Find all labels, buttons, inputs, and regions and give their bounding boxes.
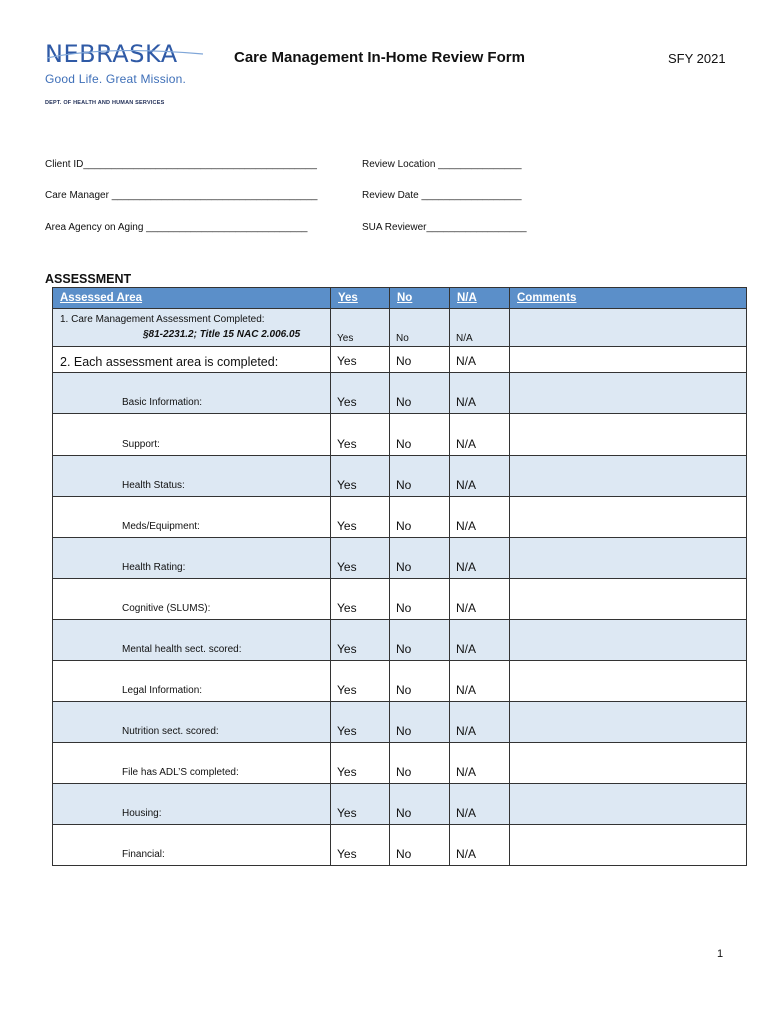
na-option[interactable]: N/A xyxy=(456,601,477,615)
comments-cell[interactable] xyxy=(510,743,747,784)
area-label: Meds/Equipment: xyxy=(122,521,200,532)
assessed-area-cell xyxy=(53,538,331,579)
sua-reviewer-field[interactable]: SUA Reviewer__________________ xyxy=(362,222,527,233)
area-label: Financial: xyxy=(122,849,165,860)
assessed-area-cell xyxy=(53,414,331,456)
na-option[interactable]: N/A xyxy=(456,806,477,820)
no-option[interactable]: No xyxy=(396,437,412,451)
table-header-row xyxy=(53,288,747,309)
assessed-area-cell xyxy=(53,825,331,866)
na-cell[interactable] xyxy=(450,373,510,414)
nebraska-dhhs-logo xyxy=(45,40,210,106)
na-option[interactable]: N/A xyxy=(456,437,477,451)
table-row xyxy=(53,579,747,620)
na-cell[interactable] xyxy=(450,414,510,456)
na-cell[interactable] xyxy=(450,825,510,866)
area-label: Housing: xyxy=(122,808,162,819)
logo-dept: DEPT. OF HEALTH AND HUMAN SERVICES xyxy=(45,100,165,106)
comments-cell[interactable] xyxy=(510,309,747,347)
na-option[interactable]: N/A xyxy=(456,560,477,574)
no-option[interactable]: No xyxy=(396,333,409,344)
na-option[interactable]: N/A xyxy=(456,333,473,344)
assessed-area-cell xyxy=(53,373,331,414)
care-manager-field[interactable]: Care Manager _____________________________________ xyxy=(45,190,318,201)
comments-cell[interactable] xyxy=(510,373,747,414)
yes-option[interactable]: Yes xyxy=(337,395,357,409)
comments-cell[interactable] xyxy=(510,825,747,866)
no-cell[interactable] xyxy=(390,373,450,414)
area-label: Health Status: xyxy=(122,480,185,491)
yes-cell[interactable] xyxy=(331,702,390,743)
no-cell[interactable] xyxy=(390,456,450,497)
no-cell[interactable] xyxy=(390,497,450,538)
area-agency-field[interactable]: Area Agency on Aging _____________________________ xyxy=(45,222,308,233)
no-option[interactable]: No xyxy=(396,478,412,492)
na-cell[interactable] xyxy=(450,661,510,702)
yes-option[interactable]: Yes xyxy=(337,683,357,697)
yes-option[interactable]: Yes xyxy=(337,560,357,574)
na-cell[interactable] xyxy=(450,743,510,784)
yes-cell[interactable] xyxy=(331,661,390,702)
yes-option[interactable]: Yes xyxy=(337,354,357,368)
table-row xyxy=(53,620,747,661)
yes-cell[interactable] xyxy=(331,309,390,347)
fiscal-year: SFY 2021 xyxy=(668,51,726,66)
yes-option[interactable]: Yes xyxy=(337,806,357,820)
yes-option[interactable]: Yes xyxy=(337,333,354,344)
na-cell[interactable] xyxy=(450,456,510,497)
yes-cell[interactable] xyxy=(331,373,390,414)
comments-cell[interactable] xyxy=(510,456,747,497)
na-option[interactable]: N/A xyxy=(456,724,477,738)
no-option[interactable]: No xyxy=(396,642,412,656)
area-label: File has ADL’S completed: xyxy=(122,767,239,778)
no-cell[interactable] xyxy=(390,620,450,661)
table-row xyxy=(53,743,747,784)
na-cell[interactable] xyxy=(450,538,510,579)
area-label: Health Rating: xyxy=(122,562,186,573)
assessed-area-cell xyxy=(53,456,331,497)
area-label: Legal Information: xyxy=(122,685,203,696)
na-cell[interactable] xyxy=(450,347,510,373)
no-cell[interactable] xyxy=(390,661,450,702)
table-row xyxy=(53,825,747,866)
na-cell[interactable] xyxy=(450,579,510,620)
assessed-area-cell xyxy=(53,784,331,825)
na-option[interactable]: N/A xyxy=(456,354,477,368)
yes-cell[interactable] xyxy=(331,414,390,456)
na-cell[interactable] xyxy=(450,497,510,538)
yes-option[interactable]: Yes xyxy=(337,519,357,533)
yes-cell[interactable] xyxy=(331,538,390,579)
table-row xyxy=(53,661,747,702)
na-option[interactable]: N/A xyxy=(456,683,477,697)
table-row xyxy=(53,456,747,497)
na-option[interactable]: N/A xyxy=(456,765,477,779)
no-option[interactable]: No xyxy=(396,847,412,861)
table-row xyxy=(53,347,747,373)
yes-cell[interactable] xyxy=(331,825,390,866)
no-cell[interactable] xyxy=(390,702,450,743)
row-label: 1. Care Management Assessment Completed: xyxy=(60,314,265,325)
comments-cell[interactable] xyxy=(510,661,747,702)
no-cell[interactable] xyxy=(390,784,450,825)
no-cell[interactable] xyxy=(390,579,450,620)
na-option[interactable]: N/A xyxy=(456,519,477,533)
yes-cell[interactable] xyxy=(331,579,390,620)
assessed-area-cell xyxy=(53,661,331,702)
area-label: Cognitive (SLUMS): xyxy=(122,603,211,614)
table-row xyxy=(53,497,747,538)
row-label: 2. Each assessment area is completed: xyxy=(60,355,279,369)
no-option[interactable]: No xyxy=(396,395,412,409)
yes-cell[interactable] xyxy=(331,620,390,661)
assessed-area-cell xyxy=(53,702,331,743)
area-label: Support: xyxy=(122,439,160,450)
comments-cell[interactable] xyxy=(510,414,747,456)
no-option[interactable]: No xyxy=(396,560,412,574)
assessed-area-cell xyxy=(53,579,331,620)
no-cell[interactable] xyxy=(390,347,450,373)
logo-tagline: Good Life. Great Mission. xyxy=(45,72,187,86)
na-cell[interactable] xyxy=(450,309,510,347)
na-cell[interactable] xyxy=(450,702,510,743)
comments-cell[interactable] xyxy=(510,497,747,538)
no-cell[interactable] xyxy=(390,309,450,347)
comments-cell[interactable] xyxy=(510,347,747,373)
na-option[interactable]: N/A xyxy=(456,395,477,409)
yes-cell[interactable] xyxy=(331,456,390,497)
no-option[interactable]: No xyxy=(396,601,412,615)
review-date-field[interactable]: Review Date __________________ xyxy=(362,190,522,201)
yes-cell[interactable] xyxy=(331,497,390,538)
na-cell[interactable] xyxy=(450,784,510,825)
table-row xyxy=(53,784,747,825)
assessed-area-cell xyxy=(53,743,331,784)
area-label: Basic Information: xyxy=(122,397,203,408)
assessed-area-cell xyxy=(53,309,331,347)
assessment-table xyxy=(52,287,747,866)
yes-option[interactable]: Yes xyxy=(337,601,357,615)
header-comments: Comments xyxy=(510,288,747,309)
yes-cell[interactable] xyxy=(331,784,390,825)
assessed-area-cell xyxy=(53,497,331,538)
assessed-area-cell xyxy=(53,347,331,373)
area-label: Nutrition sect. scored: xyxy=(122,726,219,737)
yes-option[interactable]: Yes xyxy=(337,724,357,738)
na-cell[interactable] xyxy=(450,620,510,661)
no-cell[interactable] xyxy=(390,538,450,579)
table-row xyxy=(53,414,747,456)
assessed-area-cell xyxy=(53,620,331,661)
no-option[interactable]: No xyxy=(396,724,412,738)
form-title: Care Management In-Home Review Form xyxy=(234,49,525,66)
comments-cell[interactable] xyxy=(510,538,747,579)
comments-cell[interactable] xyxy=(510,579,747,620)
table-row xyxy=(53,702,747,743)
table-row xyxy=(53,309,747,347)
comments-cell[interactable] xyxy=(510,784,747,825)
yes-cell[interactable] xyxy=(331,743,390,784)
logo-word: NEBRASKA xyxy=(45,40,178,68)
logo-wordmark xyxy=(45,40,178,68)
yes-option[interactable]: Yes xyxy=(337,478,357,492)
yes-option[interactable]: Yes xyxy=(337,642,357,656)
header-assessed-area: Assessed Area xyxy=(53,288,331,309)
table-row xyxy=(53,373,747,414)
header-yes: Yes xyxy=(331,288,390,309)
no-cell[interactable] xyxy=(390,825,450,866)
comments-cell[interactable] xyxy=(510,702,747,743)
na-option[interactable]: N/A xyxy=(456,478,477,492)
no-option[interactable]: No xyxy=(396,806,412,820)
table-row xyxy=(53,538,747,579)
yes-option[interactable]: Yes xyxy=(337,847,357,861)
no-cell[interactable] xyxy=(390,743,450,784)
yes-option[interactable]: Yes xyxy=(337,765,357,779)
na-option[interactable]: N/A xyxy=(456,642,477,656)
header-na: N/A xyxy=(450,288,510,309)
no-option[interactable]: No xyxy=(396,683,412,697)
no-option[interactable]: No xyxy=(396,519,412,533)
section-title: ASSESSMENT xyxy=(45,272,132,286)
area-label: Mental health sect. scored: xyxy=(122,644,242,655)
yes-option[interactable]: Yes xyxy=(337,437,357,451)
client-id-field[interactable]: Client ID__________________________________________ xyxy=(45,159,317,170)
review-location-field[interactable]: Review Location _______________ xyxy=(362,159,522,170)
no-option[interactable]: No xyxy=(396,765,412,779)
no-option[interactable]: No xyxy=(396,354,412,368)
comments-cell[interactable] xyxy=(510,620,747,661)
no-cell[interactable] xyxy=(390,414,450,456)
row-citation: §81-2231.2; Title 15 NAC 2.006.05 xyxy=(143,329,301,340)
yes-cell[interactable] xyxy=(331,347,390,373)
na-option[interactable]: N/A xyxy=(456,847,477,861)
header-no: No xyxy=(390,288,450,309)
page-number: 1 xyxy=(717,948,724,960)
